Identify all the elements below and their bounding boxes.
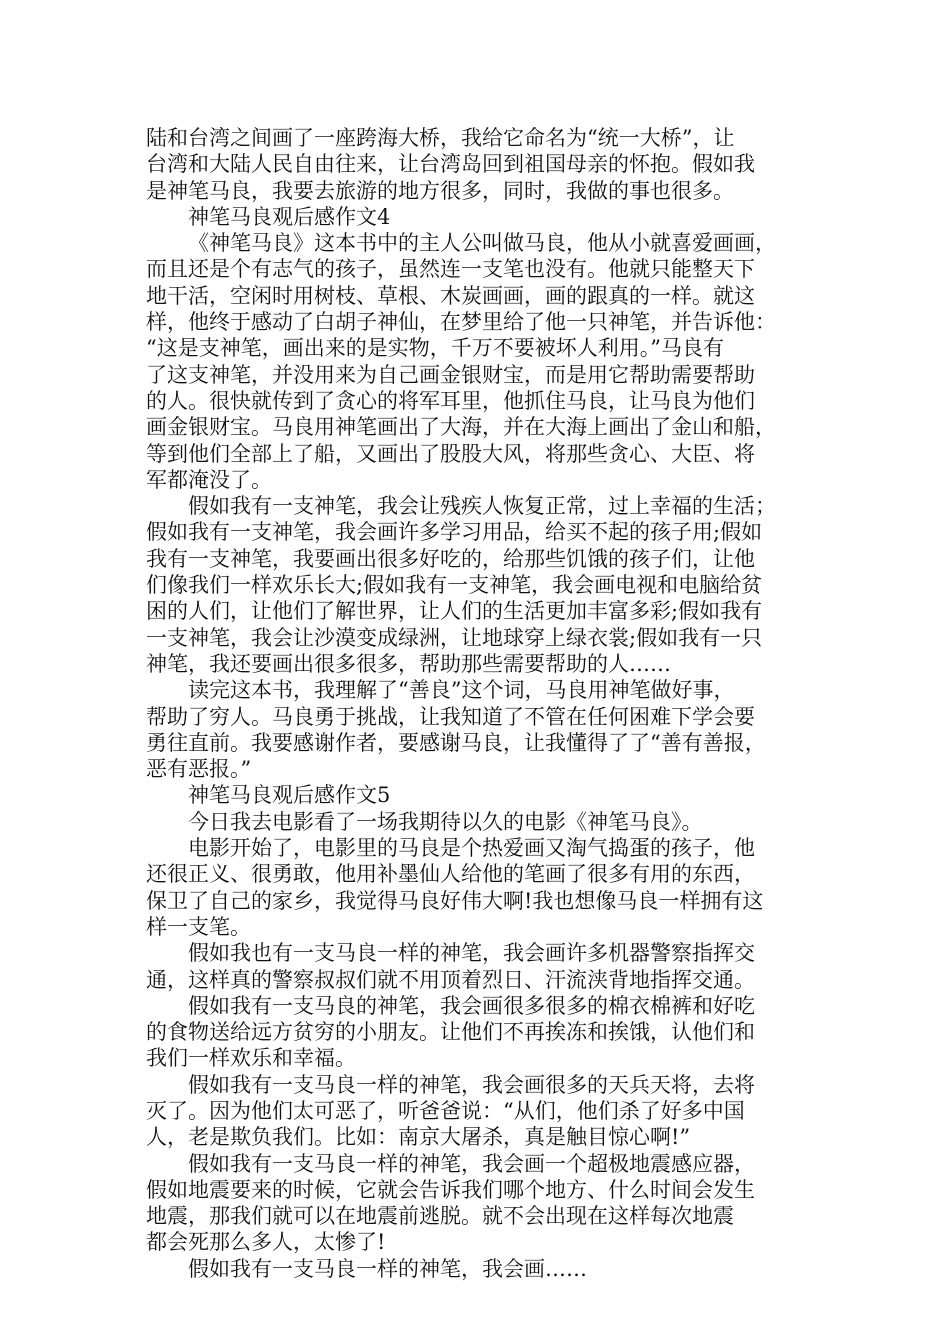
text-line: 台湾和大陆人民自由往来，让台湾岛回到祖国母亲的怀抱。假如我 (146, 152, 755, 177)
text-line: “这是支神笔，画出来的是实物，千万不要被坏人利用。”马良有 (146, 336, 724, 361)
text-line: 地干活，空闲时用树枝、草根、木炭画画，画的跟真的一样。就这 (146, 283, 755, 308)
text-line: 的食物送给远方贫穷的小朋友。让他们不再挨冻和挨饿，认他们和 (146, 1020, 755, 1045)
text-line: 灭了。因为他们太可恶了，听爸爸说：“从们，他们杀了好多中国 (146, 1098, 745, 1123)
paragraph-first-line: 读完这本书，我理解了“善良”这个词，马良用神笔做好事， (188, 678, 735, 703)
text-line: 陆和台湾之间画了一座跨海大桥，我给它命名为“统一大桥”，让 (146, 126, 735, 150)
text-line: 假如地震要来的时候，它就会告诉我们哪个地方、什么时间会发生 (146, 1177, 755, 1202)
text-line: 了这支神笔，并没用来为自己画金银财宝，而是用它帮助需要帮助 (146, 362, 755, 387)
text-line: 军都淹没了。 (146, 467, 272, 492)
text-line: 我有一支神笔，我要画出很多好吃的，给那些饥饿的孩子们，让他 (146, 546, 755, 571)
text-line: 是神笔马良，我要去旅游的地方很多，同时，我做的事也很多。 (146, 178, 734, 203)
document-body (146, 125, 826, 1282)
paragraph-first-line: 假如我也有一支马良一样的神笔，我会画许多机器警察指挥交 (188, 941, 755, 966)
text-line: 样一支笔。 (146, 914, 251, 939)
text-line: 假如我有一支神笔，我会画许多学习用品，给买不起的孩子用;假如 (146, 520, 763, 545)
paragraph-first-line: 神笔马良观后感作文5 (188, 783, 391, 808)
paragraph-first-line: 假如我有一支马良一样的神笔，我会画一个超极地震感应器， (188, 1151, 755, 1176)
text-line: 地震，那我们就可以在地震前逃脱。就不会出现在这样每次地震 (146, 1204, 734, 1229)
text-line: 一支神笔，我会让沙漠变成绿洲，让地球穿上绿衣裳;假如我有一只 (146, 625, 763, 650)
text-line: 等到他们全部上了船，又画出了股股大风，将那些贪心、大臣、将 (146, 441, 755, 466)
paragraph-first-line: 电影开始了，电影里的马良是个热爱画又淘气捣蛋的孩子，他 (188, 836, 755, 861)
text-line: 人，老是欺负我们。比如：南京大屠杀，真是触目惊心啊!” (146, 1125, 691, 1150)
text-line: 帮助了穷人。马良勇于挑战，让我知道了不管在任何困难下学会要 (146, 704, 755, 729)
text-line: 样，他终于感动了白胡子神仙，在梦里给了他一只神笔，并告诉他： (146, 310, 776, 335)
text-line: 神笔，我还要画出很多很多，帮助那些需要帮助的人…… (146, 651, 671, 676)
text-line: 们像我们一样欢乐长大;假如我有一支神笔，我会画电视和电脑给贫 (146, 573, 763, 598)
paragraph-first-line: 今日我去电影看了一场我期待以久的电影《神笔马良》。 (188, 809, 703, 834)
paragraph-first-line: 假如我有一支神笔，我会让残疾人恢复正常，过上幸福的生活； (188, 494, 776, 519)
text-line: 我们一样欢乐和幸福。 (146, 1046, 356, 1071)
text-line: 画金银财宝。马良用神笔画出了大海，并在大海上画出了金山和船， (146, 415, 776, 440)
text-line: 恶有恶报。” (146, 757, 252, 782)
text-line: 都会死那么多人，太惨了! (146, 1230, 386, 1255)
text-line: 勇往直前。我要感谢作者，要感谢马良，让我懂得了了“善有善报， (146, 730, 766, 755)
paragraph-first-line: 假如我有一支马良一样的神笔，我会画…… (188, 1256, 587, 1281)
text-line: 还很正义、很勇敢，他用补墨仙人给他的笔画了很多有用的东西， (146, 862, 755, 887)
text-line: 困的人们，让他们了解世界，让人们的生活更加丰富多彩;假如我有 (146, 599, 763, 624)
paragraph-first-line: 《神笔马良》这本书中的主人公叫做马良，他从小就喜爱画画， (188, 231, 776, 256)
text-line: 的人。很快就传到了贪心的将军耳里，他抓住马良，让马良为他们 (146, 388, 755, 413)
paragraph-first-line: 假如我有一支马良的神笔，我会画很多很多的棉衣棉裤和好吃 (188, 993, 755, 1018)
text-line: 而且还是个有志气的孩子，虽然连一支笔也没有。他就只能整天下 (146, 257, 755, 282)
text-line: 保卫了自己的家乡，我觉得马良好伟大啊!我也想像马良一样拥有这 (146, 888, 764, 913)
paragraph-first-line: 神笔马良观后感作文4 (188, 204, 391, 229)
text-line: 通，这样真的警察叔叔们就不用顶着烈日、汗流浃背地指挥交通。 (146, 967, 755, 992)
paragraph-first-line: 假如我有一支马良一样的神笔，我会画很多的天兵天将，去将 (188, 1072, 755, 1097)
